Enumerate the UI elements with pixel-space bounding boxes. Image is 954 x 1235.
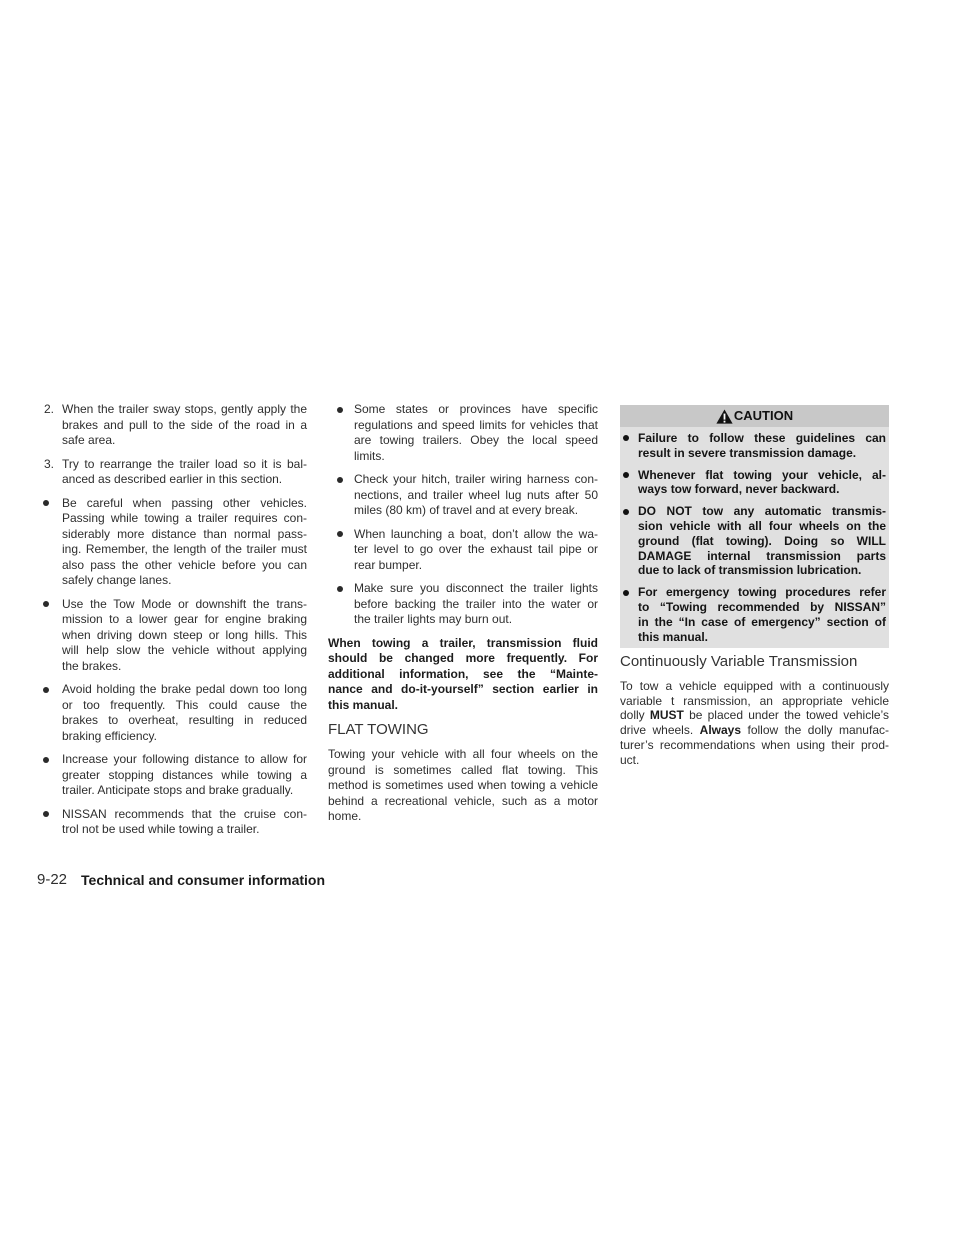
flat-towing-paragraph	[328, 747, 598, 825]
text-line: ways tow forward, never backward.	[638, 482, 840, 497]
emphasis-must: MUST	[649, 708, 684, 723]
section-heading-flat-towing: FLAT TOWING	[328, 721, 429, 738]
caution-item	[620, 431, 886, 461]
text-line: brakes and pull to the side of the road in a	[62, 417, 307, 432]
bullet-item	[37, 807, 307, 838]
text-line: due to lack of transmission lubrication.	[638, 563, 862, 578]
text-line: Whenever flat towing your vehicle, al-	[638, 467, 886, 482]
text-line: Be careful when passing other vehicles.	[62, 495, 307, 510]
bullet-icon	[623, 472, 629, 478]
bullet-item	[328, 527, 598, 574]
text-line: ground is sometimes called flat towing. This	[328, 762, 598, 777]
bullet-icon	[43, 757, 49, 763]
text-line: trailer. Anticipate stops and brake gradually.	[62, 783, 294, 797]
bullet-item	[37, 752, 307, 799]
text-line: variable t ransmission, an appropriate vehicle	[620, 693, 889, 708]
text-line: When towing a trailer, transmission fluid	[328, 635, 598, 650]
item-number: 2.	[44, 402, 55, 416]
bullet-item	[37, 597, 307, 675]
bullet-icon	[337, 477, 343, 483]
text-line: safe area.	[62, 433, 116, 447]
text-line: when driving down steep or long hills. This	[62, 627, 307, 642]
numbered-item	[37, 402, 307, 449]
text-line: the brakes.	[62, 658, 122, 673]
text-segment: dolly	[620, 708, 650, 723]
text-line: or too frequently. This could cause the	[62, 697, 307, 712]
text-line: To tow a vehicle equipped with a continuously	[620, 678, 889, 693]
bullet-icon	[623, 509, 629, 515]
text-line	[620, 723, 889, 738]
text-line: this manual.	[638, 629, 709, 644]
text-segment: drive wheels.	[620, 723, 700, 738]
text-line: home.	[328, 809, 362, 823]
bullet-icon	[623, 435, 629, 441]
text-line: should be changed more frequently. For	[328, 651, 598, 665]
bullet-item	[37, 682, 307, 744]
middle-column	[328, 402, 598, 825]
text-line: Check your hitch, trailer wiring harness con-	[354, 472, 598, 486]
warning-triangle-icon	[716, 409, 733, 424]
text-line: mission to a lower gear for engine braking	[62, 612, 307, 626]
bullet-icon	[337, 586, 343, 592]
text-line: When launching a boat, don’t allow the wa-	[354, 526, 598, 541]
text-line: Increase your following distance to allow for	[62, 752, 307, 766]
text-line: regulations and speed limits for vehicles that	[354, 417, 598, 432]
text-line: DAMAGE internal transmission parts	[638, 548, 886, 563]
text-line: Towing your vehicle with all four wheels on the	[328, 747, 598, 761]
text-line: limits.	[354, 448, 385, 463]
text-line: DO NOT tow any automatic transmis-	[638, 504, 886, 519]
text-line: ground (flat towing). Doing so WILL	[638, 533, 886, 548]
text-line: nections, and trailer wheel lug nuts after 50	[354, 487, 598, 502]
text-line: uct.	[620, 752, 640, 767]
text-line: greater stopping distances while towing a	[62, 767, 307, 782]
text-line	[620, 708, 889, 723]
text-line: this manual.	[328, 697, 399, 712]
caution-header	[620, 405, 889, 427]
caution-title: CAUTION	[733, 408, 794, 423]
text-line: in the “In case of emergency” section of	[638, 614, 886, 629]
text-line: Try to rearrange the trailer load so it is bal-	[62, 456, 307, 471]
text-line: Avoid holding the brake pedal down too long	[62, 682, 307, 696]
text-line: miles (80 km) of travel and at every break.	[354, 503, 579, 517]
bullet-icon	[43, 500, 49, 506]
text-line: Some states or provinces have specific	[354, 402, 598, 416]
text-line: braking efficiency.	[62, 728, 157, 743]
text-line: ter level to go over the exhaust tail pipe or	[354, 542, 598, 556]
text-line: When the trailer sway stops, gently apply the	[62, 402, 307, 416]
text-line: brakes to overheat, resulting in reduced	[62, 713, 307, 727]
caution-body	[620, 427, 889, 648]
bullet-icon	[337, 407, 343, 413]
page-footer	[37, 871, 325, 889]
section-heading-cvt: Continuously Variable Transmission	[620, 653, 858, 671]
text-line: anced as described earlier in this section.	[62, 472, 283, 486]
text-line: are towing trailers. Obey the local speed	[354, 433, 598, 447]
text-line: sion vehicle with all four wheels on the	[638, 518, 886, 533]
transmission-fluid-note	[328, 636, 598, 714]
caution-item	[620, 504, 886, 578]
bullet-item	[328, 581, 598, 628]
emphasis-always: Always	[699, 723, 742, 738]
text-line: safely change lanes.	[62, 573, 172, 587]
text-line: the trailer lights may burn out.	[354, 612, 513, 626]
text-line: method is sometimes used when towing a vehicle	[328, 778, 598, 792]
bullet-icon	[43, 601, 49, 607]
left-column	[37, 402, 307, 846]
text-line: before backing the trailer into the water or	[354, 596, 598, 611]
bullet-icon	[337, 531, 343, 537]
text-line: ing. Remember, the length of the trailer must	[62, 542, 307, 556]
text-line: trol not be used while towing a trailer.	[62, 822, 260, 836]
caution-item	[620, 468, 886, 498]
right-column	[620, 405, 889, 768]
footer-section-title: Technical and consumer information	[81, 872, 326, 888]
text-line: result in severe transmission damage.	[638, 445, 857, 460]
text-segment: follow the dolly manufac-	[741, 723, 889, 738]
text-line: NISSAN recommends that the cruise con-	[62, 806, 307, 821]
text-line: to “Towing recommended by NISSAN”	[638, 599, 886, 614]
text-line: Failure to follow these guidelines can	[638, 431, 886, 445]
cvt-paragraph	[620, 679, 889, 768]
text-line: also pass the other vehicle before you can	[62, 557, 307, 572]
text-segment: be placed under the towed vehicle’s	[683, 708, 889, 723]
text-line: siderably more distance than normal pass-	[62, 526, 307, 541]
item-number: 3.	[44, 456, 55, 471]
text-line: rear bumper.	[354, 557, 423, 572]
text-line: nance and do-it-yourself” section earlier in	[328, 682, 598, 696]
bullet-item	[37, 496, 307, 589]
bullet-icon	[623, 590, 629, 596]
text-line: Passing while towing a trailer requires con-	[62, 511, 307, 525]
text-line: additional information, see the “Mainte-	[328, 666, 598, 681]
text-line: For emergency towing procedures refer	[638, 585, 886, 600]
bullet-icon	[43, 687, 49, 693]
text-line: Use the Tow Mode or downshift the trans-	[62, 596, 307, 611]
caution-item	[620, 585, 886, 644]
numbered-item	[37, 457, 307, 488]
text-line: Make sure you disconnect the trailer lights	[354, 581, 598, 595]
text-line: behind a recreational vehicle, such as a motor	[328, 793, 598, 808]
bullet-icon	[43, 811, 49, 817]
text-line: will help slow the vehicle without applying	[62, 643, 307, 657]
bullet-item	[328, 472, 598, 519]
page-number: 9-22	[37, 871, 68, 888]
caution-box	[620, 405, 889, 648]
text-line: turer’s recommendations when using their prod-	[620, 738, 889, 753]
bullet-item	[328, 402, 598, 464]
